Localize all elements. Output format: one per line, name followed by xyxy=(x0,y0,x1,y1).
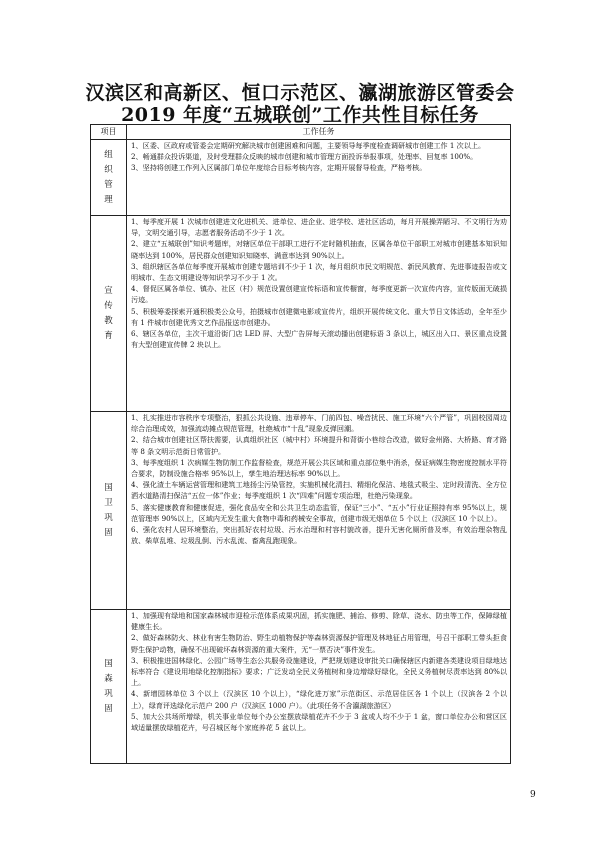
page-title-line1: 汉滨区和高新区、恒口示范区、瀛湖旅游区管委会 xyxy=(85,82,515,104)
task-item: 3、组织辖区各单位每季度开展城市创建专题培训不少于 1 次，每月组织市民文明规范、新民风教育、先进事迹报告或文明城市、生态文明建设等知识学习不少于 1 次。 xyxy=(131,261,507,283)
section-tasks xyxy=(127,412,511,610)
section-tasks xyxy=(127,216,511,412)
task-item: 1、扎实推进市容秩序专项整治，狠抓公共设施、违章停车、门前四包、噪音扰民、施工环境“六个严管”，巩固校园周边综合治理成效，加强流动摊点规范管理，杜绝城市“十乱”现象反弹回潮。 xyxy=(131,413,507,434)
task-item: 1、加强现有绿地和国家森林城市迎检示范体系成果巩固，抓实施肥、捕治、修剪、除草、浇水、防虫等工作，保障绿植健康生长。 xyxy=(131,611,507,632)
task-item: 2、建立“五城联创”知识考题库，对辖区单位干部职工进行不定时随机抽查，区属各单位干部职工对城市创建基本知识知晓率达到 100%，居民群众创建知识知晓率、满意率达到 90%以上。 xyxy=(131,239,507,260)
task-item: 5、加大公共场所增绿，机关事业单位每个办公室摆放绿植花卉不少于 3 盆或人均不少于 1 盆，窗口单位办公和营区区域适量摆放绿植花卉，号召城区每个家庭养花 5 盆以上。 xyxy=(131,711,507,733)
task-item: 4、强化渣土车辆运营管理和建筑工地扬尘污染管控，实施机械化清扫、精细化保洁、地毯式吸尘、定时段清洗、全方位洒水道路清扫保洁“五位一体”作业；每季度组织 1 次“四难”问题专项治理，杜绝污染现象。 xyxy=(131,480,507,501)
task-item: 1、区委、区政府或管委会定期研究解决城市创建困难和问题，主要领导每季度检查调研城市创建工作 1 次以上。 xyxy=(131,141,486,150)
section-label: 组 织 管 理 xyxy=(91,140,127,216)
task-item: 4、新增园林单位 3 个以上（汉滨区 10 个以上），“绿化进万家”示范街区、示范居住区各 1 个以上（汉滨各 2 个以上），绿育评选绿化示范户 200 户（汉滨区 1000 户）。（此项任务不含瀛湖旅游区） xyxy=(131,689,507,710)
page-title-line2: 2019 年度“五城联创”工作共性目标任务 xyxy=(121,104,479,126)
header-item: 项目 xyxy=(91,125,127,140)
section-label: 国 卫 巩 固 xyxy=(91,412,127,610)
task-item: 2、畅通群众投诉渠道，及时受理群众反映的城市创建和城市管理方面投诉举报事项，处理率、回复率 100%。 xyxy=(131,152,478,162)
page-number: 9 xyxy=(530,790,536,800)
section-label: 国 森 巩 固 xyxy=(91,610,127,764)
task-item: 3、积极推进国林绿化、公园广场等生态公共服务设施建设，严把规划建设审批关口确保辖区内新建各类建设项目绿地达标率符合《建设用地绿化控制指标》要求；广泛发动全民义务植树和身边增绿好绿化，全民义务植树尽责率达到 80%以上。 xyxy=(131,655,507,688)
task-item: 1、每季度开展 1 次城市创建进文化进机关、进单位、进企业、进学校、进社区活动，每月开展操弄陋习、不文明行为劝导，文明交通引导，志愿者服务活动不少于 1 次。 xyxy=(131,217,507,238)
table-header-row xyxy=(91,125,511,140)
task-table xyxy=(90,124,511,764)
section-row xyxy=(91,610,511,764)
task-item: 2、结合城市创建社区帮扶需要，认真组织社区（城中村）环境提升和背街小巷综合改造，做好金州路、大桥路、育才路等 8 条文明示范街日常管护。 xyxy=(131,435,507,456)
task-item: 5、积极筹委探索开通积极类公众号，拍摄城市创建微电影或宣传片，组织开展传统文化、重大节日文体活动，全年至少有 1 件城市创建优秀文艺作品报送市创建办。 xyxy=(131,306,507,327)
task-item: 6、强化农村人居环境整治，突出抓好农村垃圾、污水治理和村容村貌改善，提升无害化厕所普及率，有效治理杂物乱放、柴草乱堆、垃圾乱倒、污水乱流、畜禽乱跑现象。 xyxy=(131,525,507,546)
task-item: 2、做好森林防火、林业有害生物防治、野生动植物保护等森林资源保护管理及林地征占用管理，号召干部职工带头拒食野生保护动物，确保不出现破坏森林资源的重大案件，无“一票否决”事件发生。 xyxy=(131,633,507,654)
task-item: 3、每季度组织 1 次病媒生物防制工作监督检查，规范开展公共区域和重点部位集中消杀，保证病媒生物密度控制水平符合要求，防制设施合格率 95%以上，孳生地治理达标率 90%以上。 xyxy=(131,457,507,479)
task-item: 6、辖区各单位，主次干道沿街门店 LED 屏、大型广告屏每天滚动播出创建标语 3 条以上，城区出入口、景区重点设置有大型创建宣传牌 2 块以上。 xyxy=(131,329,507,350)
section-row xyxy=(91,140,511,216)
header-tasks: 工作任务 xyxy=(127,125,511,140)
section-tasks xyxy=(127,140,511,216)
section-row xyxy=(91,216,511,412)
section-tasks xyxy=(127,610,511,764)
task-item: 3、坚持将创建工作列入区属部门单位年度综合目标考核内容，定期开展督导检查，严格考核。 xyxy=(131,163,427,173)
task-item: 4、督促区属各单位、镇办、社区（村）规范设置创建宣传标语和宣传橱窗，每季度更新一次宣传内容，宣传版面无破损污迹。 xyxy=(131,284,507,305)
section-row xyxy=(91,412,511,610)
task-item: 5、落实健康教育和健康促进，强化食品安全和公共卫生动态监管，保证“三小”、“五小”行业证照持有率 95%以上，规范管理率 90%以上，区域内无发生重大食物中毒和药械安全事故，创建市级无烟单位 5 个以上（汉滨区 10 个以上）。 xyxy=(131,502,507,523)
section-label: 宣 传 教 育 xyxy=(91,216,127,412)
